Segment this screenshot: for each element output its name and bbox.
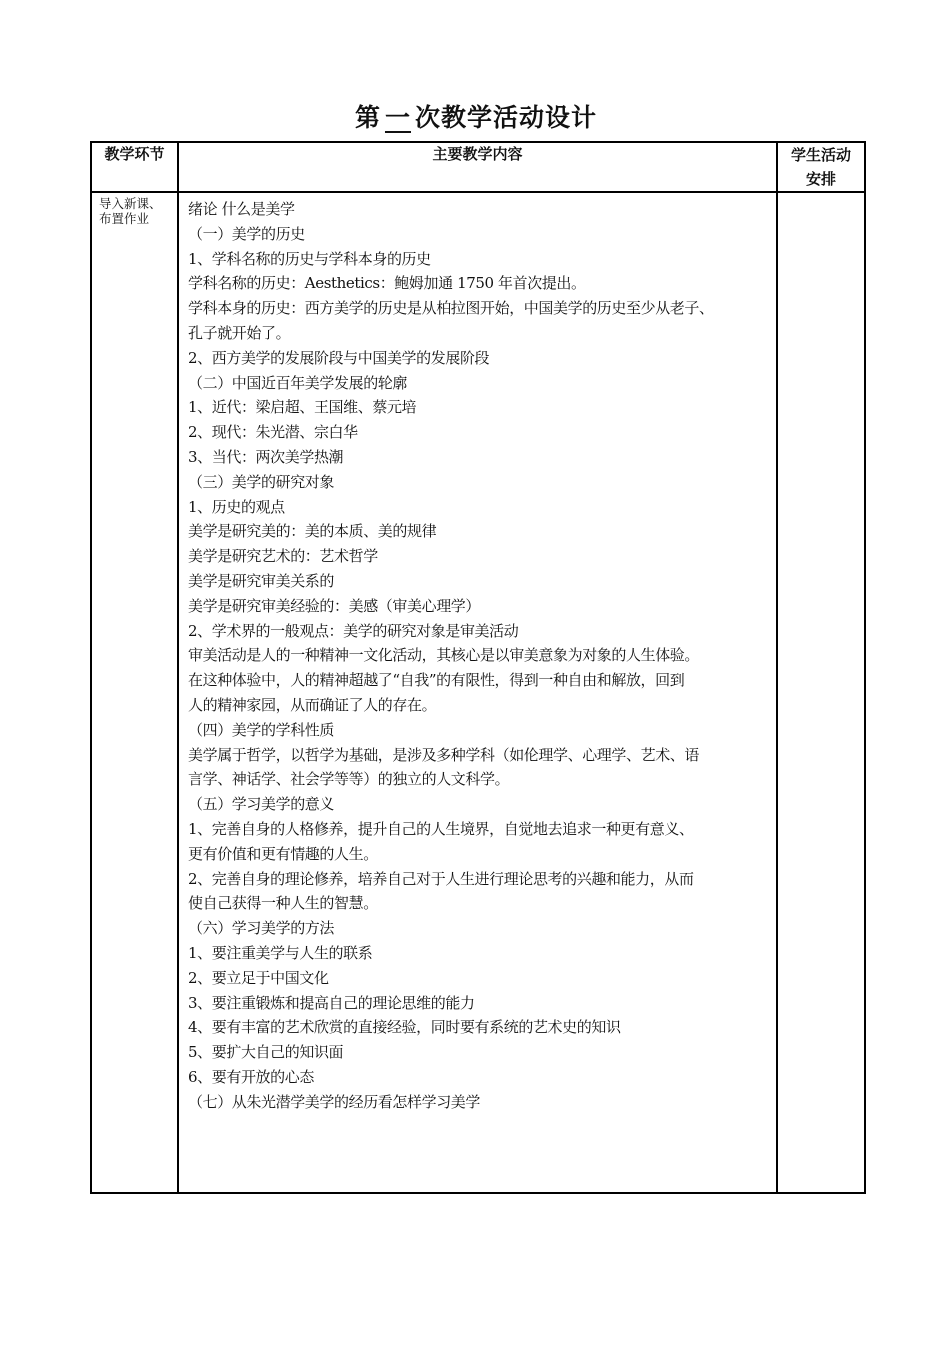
page-title	[0, 100, 952, 136]
content-line: （一）美学的历史	[188, 224, 305, 243]
header-student-activity	[777, 142, 865, 192]
content-line: （五）学习美学的意义	[188, 795, 335, 814]
content-line: （七）从朱光潜学美学的经历看怎样学习美学	[188, 1092, 481, 1111]
content-line: 在这种体验中，人的精神超越了“自我”的有限性，得到一种自由和解放，回到	[188, 671, 685, 690]
content-line: 美学是研究审美经验的：美感（审美心理学）	[188, 596, 481, 615]
stage-cell	[91, 192, 178, 1193]
content-line: （六）学习美学的方法	[188, 919, 335, 938]
title-suffix: 次教学活动设计	[415, 103, 598, 132]
content-lines	[188, 197, 768, 1114]
header-student-line1: 学生活动	[790, 146, 851, 164]
header-stage: 教学环节	[91, 142, 178, 192]
content-line: 2、完善自身的理论修养，培养自己对于人生进行理论思考的兴趣和能力，从而	[188, 869, 694, 888]
content-line: 使自己获得一种人生的智慧。	[188, 894, 378, 913]
content-line: 更有价值和更有情趣的人生。	[188, 844, 378, 863]
content-line: （四）美学的学科性质	[188, 720, 335, 739]
header-row	[91, 142, 865, 192]
content-line: 美学是研究美的：美的本质、美的规律	[188, 522, 437, 541]
body-row	[91, 192, 865, 1193]
content-line: （三）美学的研究对象	[188, 472, 335, 491]
content-line: 1、完善自身的人格修养，提升自己的人生境界，自觉地去追求一种更有意义、	[188, 819, 694, 838]
content-line: 2、要立足于中国文化	[188, 968, 329, 987]
lesson-plan-table	[90, 141, 866, 1194]
student-activity-cell	[777, 192, 865, 1193]
content-line: 美学属于哲学，以哲学为基础，是涉及多种学科（如伦理学、心理学、艺术、语	[188, 745, 700, 764]
content-line: 学科本身的历史：西方美学的历史是从柏拉图开始，中国美学的历史至少从老子、	[188, 299, 714, 318]
content-line: 人的精神家园，从而确证了人的存在。	[188, 695, 437, 714]
content-line: 2、现代：朱光潜、宗白华	[188, 423, 358, 442]
content-line: 1、学科名称的历史与学科本身的历史	[188, 249, 431, 268]
content-line: 5、要扩大自己的知识面	[188, 1043, 344, 1062]
content-line: 美学是研究审美关系的	[188, 571, 335, 590]
content-line: 2、学术界的一般观点：美学的研究对象是审美活动	[188, 621, 519, 640]
content-line: 美学是研究艺术的：艺术哲学	[188, 547, 378, 566]
content-line: 言学、神话学、社会学等等）的独立的人文科学。	[188, 770, 510, 789]
title-number: 一	[384, 103, 411, 132]
content-line: 1、要注重美学与人生的联系	[188, 943, 373, 962]
content-line: 绪论 什么是美学	[188, 200, 295, 218]
content-line: 审美活动是人的一种精神一文化活动，其核心是以审美意象为对象的人生体验。	[188, 646, 700, 665]
content-line: 6、要有开放的心态	[188, 1067, 314, 1086]
content-line: 3、当代：两次美学热潮	[188, 447, 344, 466]
content-line: 4、要有丰富的艺术欣赏的直接经验，同时要有系统的艺术史的知识	[188, 1018, 621, 1037]
content-line: 1、历史的观点	[188, 497, 285, 516]
content-line: 2、西方美学的发展阶段与中国美学的发展阶段	[188, 348, 490, 367]
content-line: 孔子就开始了。	[188, 323, 291, 342]
title-prefix: 第	[354, 103, 381, 132]
content-cell	[178, 192, 777, 1193]
content-line: 1、近代：梁启超、王国维、蔡元培	[188, 398, 417, 417]
content-line: 学科名称的历史：Aesthetics：鲍姆加通 1750 年首次提出。	[188, 274, 586, 293]
stage-line2: 布置作业	[99, 211, 150, 226]
header-student-line2: 安排	[805, 170, 836, 188]
content-line: 3、要注重锻炼和提高自己的理论思维的能力	[188, 993, 475, 1012]
content-line: （二）中国近百年美学发展的轮廓	[188, 373, 408, 392]
stage-line1: 导入新课、	[99, 196, 162, 211]
header-content: 主要教学内容	[178, 142, 777, 192]
